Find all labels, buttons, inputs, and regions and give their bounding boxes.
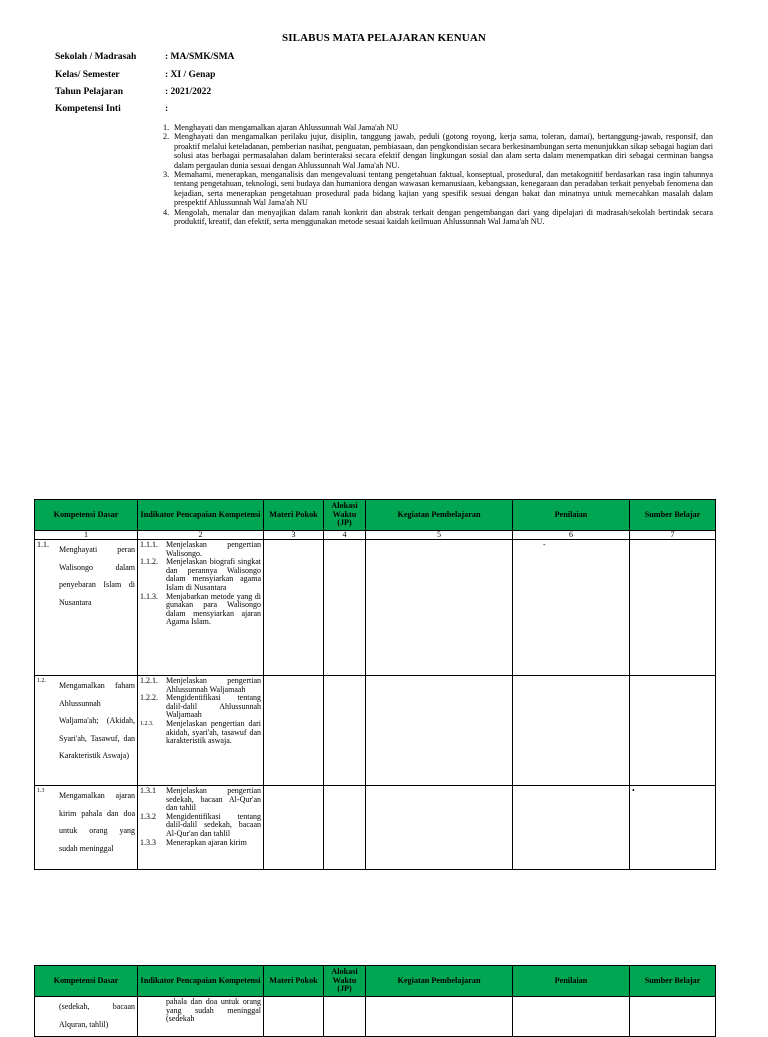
col-kompetensi-dasar: Kompetensi Dasar [35, 500, 138, 531]
ki-item: 4. Mengolah, menalar dan menyajikan dalam ranah konkrit dan abstrak terkait dengan pengembangan dari yang dipelajari di madrasah/sekolah bertindak secara produktif, kreatif, dan efektif, serta menggunakan metode sesuai kaidah keilmuan Ahlussunnah Wal Jama'ah NU. [163, 207, 713, 227]
column-number-row [35, 531, 716, 540]
kd-cell: (sedekah, bacaan Alquran, tahlil) [35, 997, 138, 1037]
col-number: 2 [138, 531, 264, 540]
col-penilaian: Penilaian [513, 966, 630, 997]
table-header-row [35, 966, 716, 997]
materi-cell [264, 786, 324, 870]
meta-value: : MA/SMK/SMA [165, 52, 235, 62]
penilaian-cell [513, 676, 630, 786]
sumber-cell [630, 997, 716, 1037]
meta-label: Kelas/ Semester [55, 70, 120, 80]
col-materi-pokok: Materi Pokok [264, 966, 324, 997]
table-row [35, 676, 716, 786]
col-penilaian: Penilaian [513, 500, 630, 531]
col-alokasi-waktu: Alokasi Waktu (JP) [324, 966, 366, 997]
table-row [35, 997, 716, 1037]
ki-item: 2. Menghayati dan mengamalkan perilaku jujur, disiplin, tanggung jawab, peduli (gotong royong, kerja sama, toleran, damai), bertanggung-jawab, responsif, dan proaktif melalui keteladanan, pemberian nasihat, penguatan, pembiasaan, dan pengkondisian secara berkesinambungan serta menunjukkan sikap sebagai bagian dari solusi atas berbagai permasalahan dalam berinteraksi secara efektif dengan lingkungan sosial dan alam serta dalam menempatkan diri sebagai cerminan bangsa dalam pergaulan dunia sesuai dengan Ahlussunnah Wal Jama'ah NU. [163, 132, 713, 170]
col-materi-pokok: Materi Pokok [264, 500, 324, 531]
col-alokasi-waktu: Alokasi Waktu (JP) [324, 500, 366, 531]
col-kompetensi-dasar: Kompetensi Dasar [35, 966, 138, 997]
bullet-icon: • [632, 786, 635, 795]
meta-label: Sekolah / Madrasah [55, 52, 137, 62]
table-header-row [35, 500, 716, 531]
alokasi-cell [324, 540, 366, 676]
materi-cell [264, 540, 324, 676]
meta-value: : XI / Genap [165, 70, 216, 80]
meta-value: : [165, 104, 169, 114]
sumber-cell [630, 786, 716, 870]
sumber-cell [630, 540, 716, 676]
col-kegiatan: Kegiatan Pembelajaran [366, 500, 513, 531]
syllabus-table [34, 499, 716, 870]
table-row [35, 786, 716, 870]
penilaian-cell [513, 997, 630, 1037]
kd-cell: 1.3 Mengamalkan ajaran kirim pahala dan doa untuk orang yang sudah meninggal [35, 786, 138, 870]
col-number: 3 [264, 531, 324, 540]
meta-label: Tahun Pelajaran [55, 87, 124, 97]
kompetensi-inti-list [163, 123, 713, 226]
penilaian-cell [513, 786, 630, 870]
indicator-cell: 1.2.1. Menjelaskan pengertian Ahlussunnah Waljamaah 1.2.2. Mengidentifikasi tentang dalil-dalil Ahlussunnah Waljamaah 1.2.3. Menjelaskan pengertian dari akidah, syari'ah, tasawuf dan karakteristik aswaja. [138, 676, 264, 786]
indicator-cell: 1.3.1 Menjelaskan pengertian sedekah, bacaan Al-Qur'an dan tahlil 1.3.2 Mengidentifikasi tentang dalil-dalil sedekah, bacaan Al-Qur'an dan tahlil 1.3.3 Menerapkan ajaran kirim [138, 786, 264, 870]
ki-item: 1. Menghayati dan mengamalkan ajaran Ahlussunnah Wal Jama'ah NU [163, 123, 399, 132]
col-number: 6 [513, 531, 630, 540]
kd-cell: 1.2. Mengamalkan faham Ahlussunnah Waljama'ah; (Akidah, Syari'ah, Tasawuf, dan Karakteristik Aswaja) [35, 676, 138, 786]
col-number: 7 [630, 531, 716, 540]
materi-cell [264, 997, 324, 1037]
indicator-cell: 1.1.1. Menjelaskan pengertian Walisongo. 1.1.2. Menjelaskan biografi singkat dan perannya Walisongo dalam mensyiarkan agama Islam di Nusantara 1.1.3. Menjabarkan metode yang di gunakan para Walisongo dalam mensyiarkan ajaran Agama Islam. [138, 540, 264, 676]
kegiatan-cell [366, 676, 513, 786]
table-row [35, 540, 716, 676]
alokasi-cell [324, 676, 366, 786]
kd-cell: 1.1. Menghayati peran Walisongo dalam penyebaran Islam di Nusantara [35, 540, 138, 676]
syllabus-table-continued [34, 965, 716, 1037]
materi-cell [264, 676, 324, 786]
col-indikator: Indikator Pencapaian Kompetensi [138, 500, 264, 531]
page-title: SILABUS MATA PELAJARAN KENUAN [282, 32, 486, 44]
indicator-cell: pahala dan doa untuk orang yang sudah meninggal (sedekah [138, 997, 264, 1037]
kegiatan-cell [366, 540, 513, 676]
col-indikator: Indikator Pencapaian Kompetensi [138, 966, 264, 997]
kegiatan-cell [366, 786, 513, 870]
penilaian-cell: - [513, 540, 630, 676]
col-number: 5 [366, 531, 513, 540]
sumber-cell [630, 676, 716, 786]
col-kegiatan: Kegiatan Pembelajaran [366, 966, 513, 997]
meta-label: Kompetensi Inti [55, 104, 121, 114]
meta-value: : 2021/2022 [165, 87, 212, 97]
kegiatan-cell [366, 997, 513, 1037]
alokasi-cell [324, 786, 366, 870]
col-sumber-belajar: Sumber Belajar [630, 966, 716, 997]
ki-item: 3. Memahami, menerapkan, menganalisis dan mengevaluasi tentang pengetahuan faktual, konseptual, prosedural, dan metakognitif berdasarkan rasa ingin tahunnya tentang pengetahuan, teknologi, seni budaya dan humaniora dengan wawasan kemanusiaan, kebangsaan, kenegaraan dan peradaban terkait penyebab fenomena dan kejadian, serta menerapkan pengetahuan prosedural pada bidang kajian yang spesifik sesuai dengan bakat dan minatnya untuk memecahkan masalah dalam prespektif Ahlussunnah Wal Jama'ah NU [163, 170, 713, 208]
col-sumber-belajar: Sumber Belajar [630, 500, 716, 531]
col-number: 1 [35, 531, 138, 540]
alokasi-cell [324, 997, 366, 1037]
col-number: 4 [324, 531, 366, 540]
